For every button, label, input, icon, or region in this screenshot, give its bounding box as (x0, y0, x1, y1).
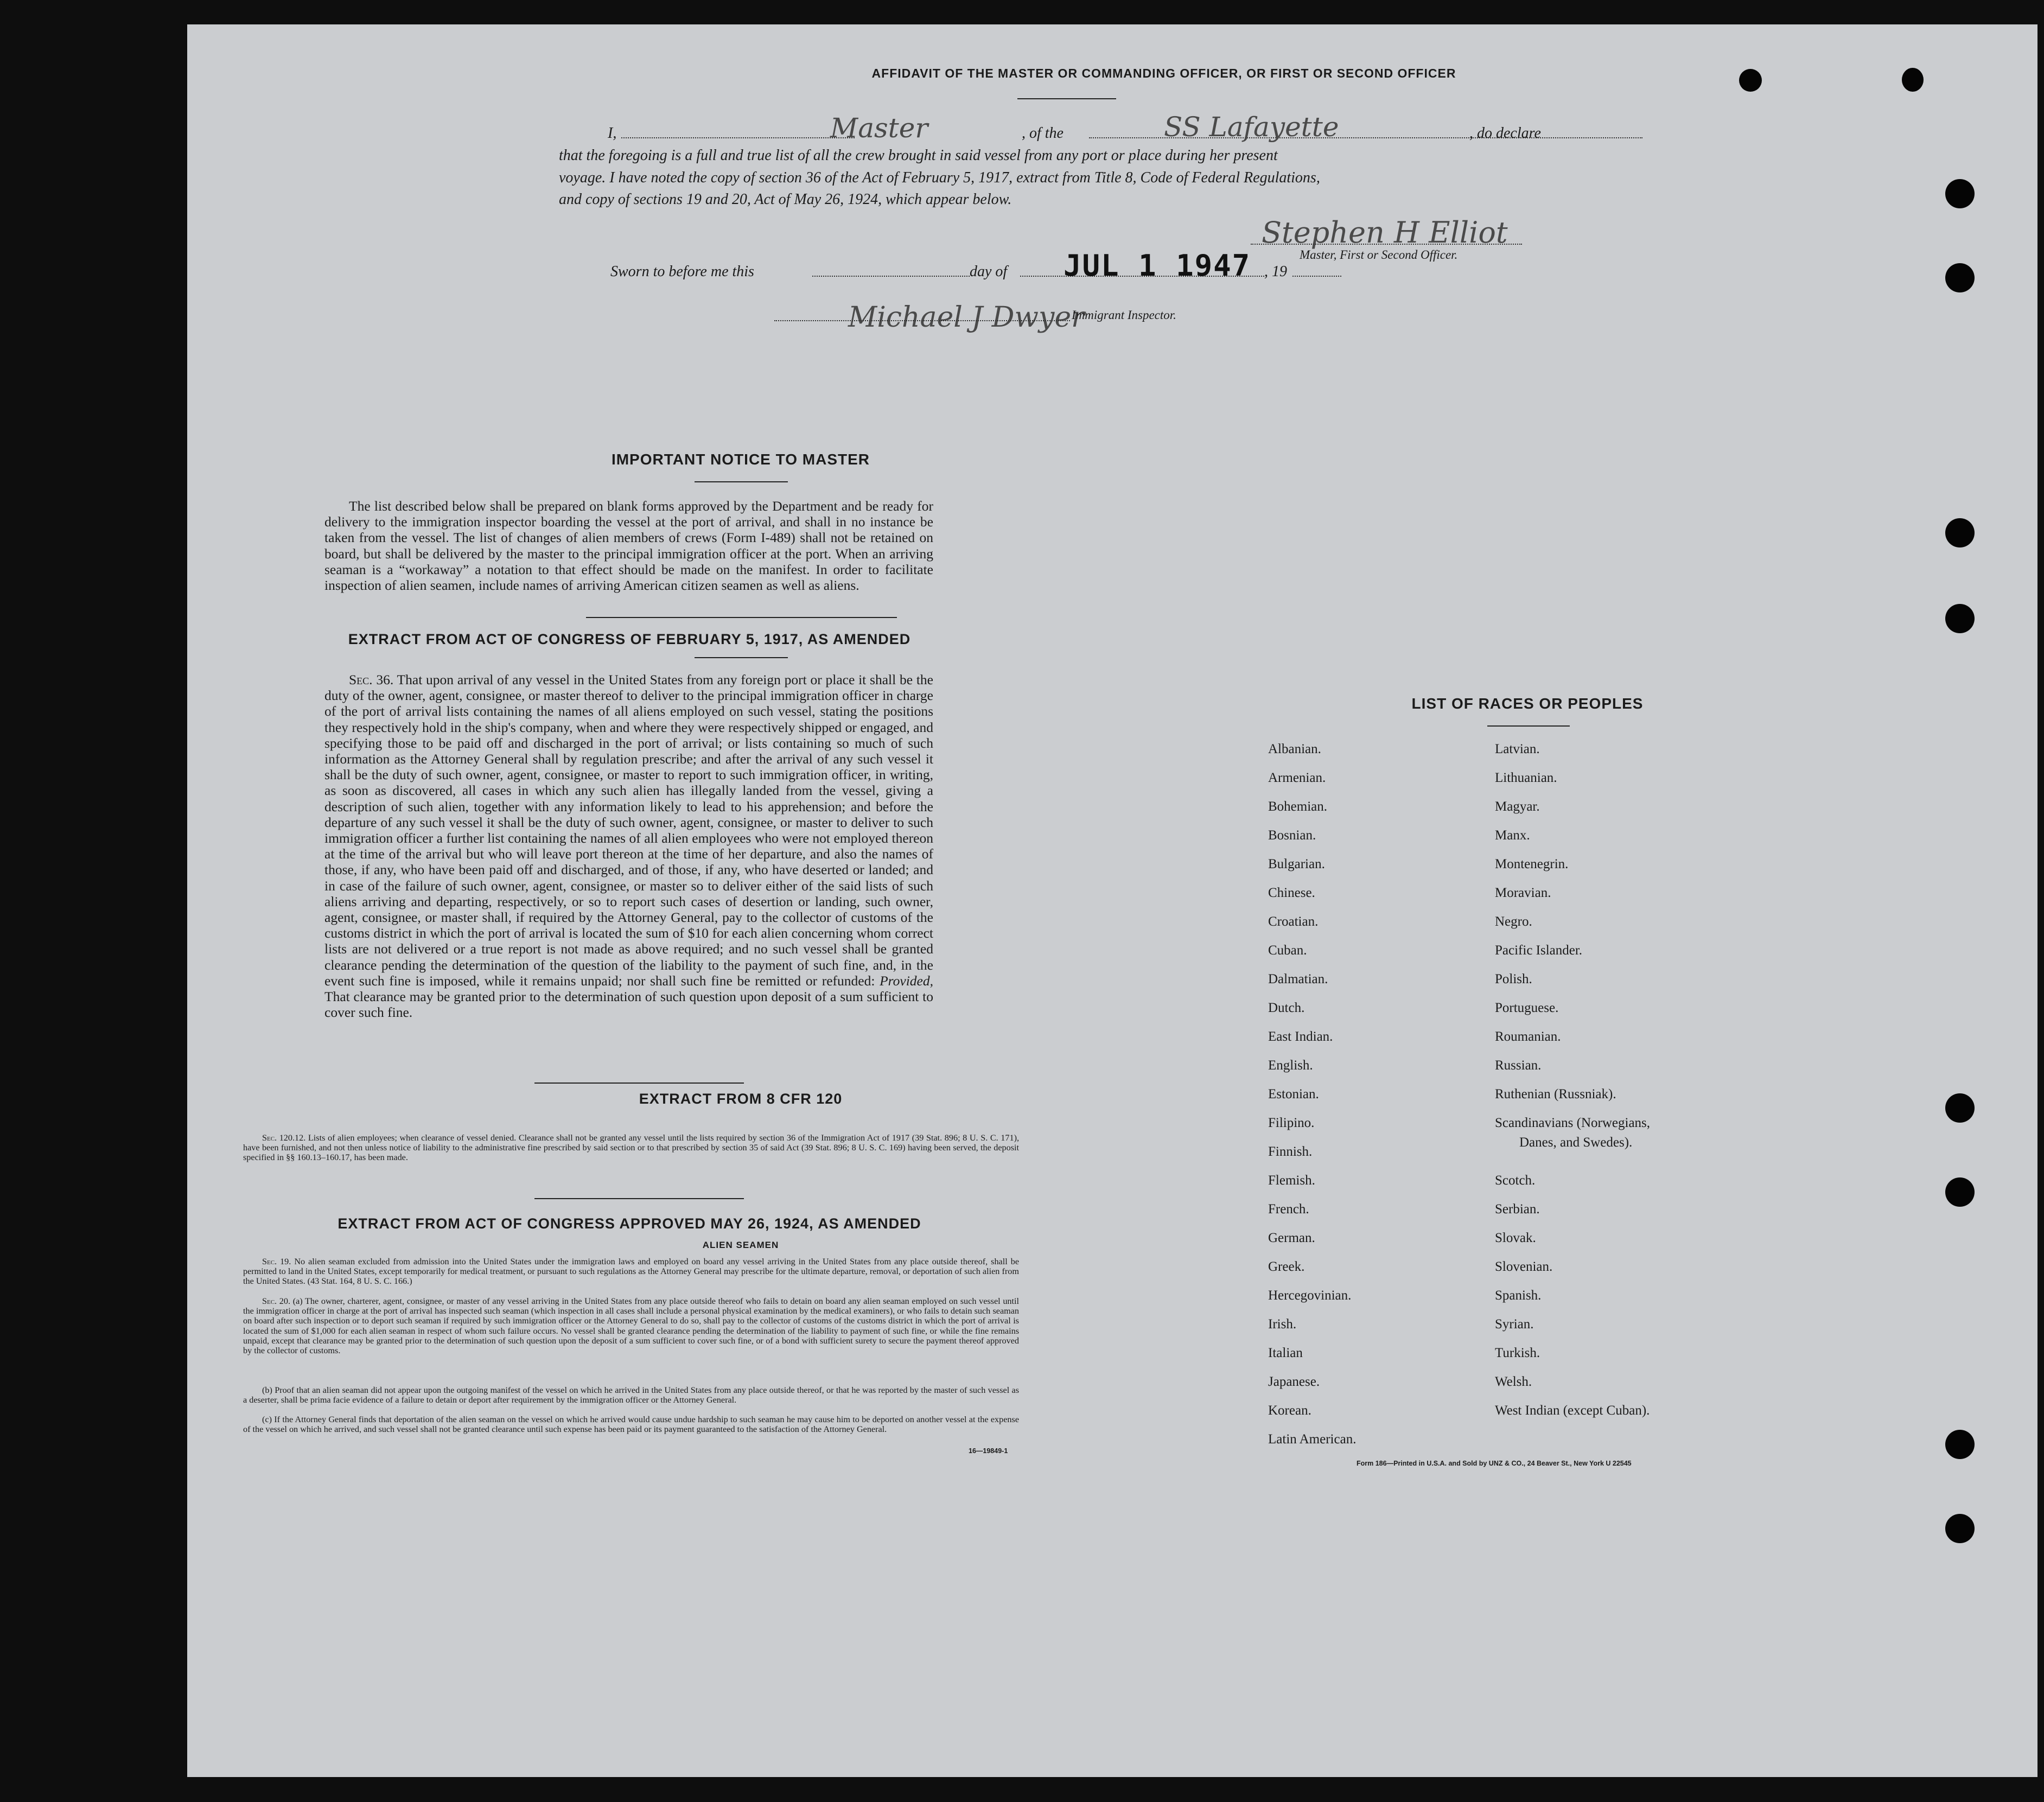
race-item: Bohemian. (1268, 799, 1328, 814)
form-code: 16—19849-1 (969, 1447, 1008, 1455)
race-item: Dalmatian. (1268, 972, 1328, 986)
affidavit-i-label: I, (608, 125, 617, 142)
binder-hole (1945, 518, 1975, 547)
binder-hole (1945, 1514, 1975, 1543)
cfr-title: EXTRACT FROM 8 CFR 120 (639, 1091, 843, 1107)
race-item: Scotch. (1495, 1173, 1536, 1188)
race-item: Bosnian. (1268, 828, 1316, 843)
extract-1924-title: EXTRACT FROM ACT OF CONGRESS APPROVED MAY 26, 1924, AS AMENDED (338, 1215, 921, 1232)
race-item: Polish. (1495, 972, 1532, 986)
date-stamp: JUL 1 1947 (1064, 249, 1251, 283)
title-rule (1017, 98, 1116, 99)
section-20b-text: (b) Proof that an alien seaman did not appear upon the outgoing manifest of the vessel on which he arrived in the United States from any place outside thereof, or that he was reported by the master of such vessel as a deserter, shall be prima facie evidence of a failure to detain or deport after requirement by the immigration officer or the Attorney General. (243, 1385, 1019, 1405)
race-item: Manx. (1495, 828, 1530, 843)
affidavit-line-4: and copy of sections 19 and 20, Act of May 26, 1924, which appear below. (559, 191, 1012, 208)
race-item: East Indian. (1268, 1029, 1333, 1044)
binder-hole (1945, 1093, 1975, 1123)
affidavit-line-3: voyage. I have noted the copy of section 36 of the Act of February 5, 1917, extract from Title 8, Code of Federal Regulations, (559, 169, 1320, 186)
race-item: Greek. (1268, 1259, 1305, 1274)
cfr-sec-label: Sec. 120.12. (262, 1133, 306, 1143)
race-item: Welsh. (1495, 1374, 1532, 1389)
section-20a-text (243, 1296, 1019, 1355)
form-footer: Form 186—Printed in U.S.A. and Sold by UNZ & CO., 24 Beaver St., New York U 22545 (1357, 1460, 1632, 1467)
race-item: Irish. (1268, 1317, 1297, 1332)
race-item: Bulgarian. (1268, 857, 1325, 871)
binder-hole (1902, 68, 1924, 92)
section-20c-text: (c) If the Attorney General finds that deportation of the alien seaman on the vessel on which he arrived would cause undue hardship to such seaman he may cause him to be deported on another vessel at the expense of the vessel on which he arrived, and such vessel shall not be granted clearance until such expense has been paid or its payment guaranteed to the satisfaction of the Attorney General. (243, 1415, 1019, 1435)
notice-rule (695, 481, 788, 482)
inspector-caption: Immigrant Inspector. (1072, 308, 1176, 322)
sworn-label: Sworn to before me this (610, 263, 754, 280)
race-item: Armenian. (1268, 771, 1326, 785)
race-item: Slovak. (1495, 1231, 1536, 1245)
year-prefix: , 19 (1264, 263, 1287, 280)
year-line (1292, 276, 1341, 277)
cfr-body: Lists of alien employees; when clearance of vessel denied. Clearance shall not be granted any vessel until the lists required by section 36 of the Immigration Act of 1917 (39 Stat. 896; 8 U. S. C. 171), have been furnished, and not then unless notice of liability to the administrative fine prescribed by said section or to that prescribed by section 35 of said Act (39 Stat. 896; 8 U. S. C. 169) having been served, the deposit specified in §§ 160.13–160.17, has been made. (243, 1133, 1020, 1163)
race-item: Estonian. (1268, 1087, 1319, 1101)
race-item: German. (1268, 1231, 1315, 1245)
notice-body: The list described below shall be prepared on blank forms approved by the Department and be ready for delivery to the immigration inspector boarding the vessel at the port of arrival, and shall in no instance be taken from the vessel. The list of changes of alien members of crews (Form I-489) shall not be retained on board, but shall be delivered by the master to the principal immigration officer at the port. When an arriving seaman is a “workaway” a notation to that effect should be made on the manifest. In order to facilitate inspection of alien seamen, include names of arriving American citizen seamen as well as aliens. (324, 498, 933, 594)
race-item: Negro. (1495, 914, 1532, 929)
race-item: Pacific Islander. (1495, 943, 1583, 958)
race-item: Filipino. (1268, 1116, 1315, 1130)
inspector-line (774, 320, 1070, 321)
extract-1917-title: EXTRACT FROM ACT OF CONGRESS OF FEBRUARY 5, 1917, AS AMENDED (348, 631, 911, 647)
race-item: West Indian (except Cuban). (1495, 1403, 1650, 1418)
race-item: Lithuanian. (1495, 771, 1557, 785)
race-item: Turkish. (1495, 1346, 1540, 1360)
document-page (187, 24, 2037, 1777)
section-19-label: Sec. 19. (262, 1257, 291, 1266)
races-title: LIST OF RACES OR PEOPLES (1411, 695, 1644, 712)
race-item: Finnish. (1268, 1144, 1313, 1159)
race-item: Korean. (1268, 1403, 1311, 1418)
day-line (812, 276, 970, 277)
race-item: Montenegrin. (1495, 857, 1569, 871)
master-name-handwritten: Master (830, 112, 928, 144)
race-item: Croatian. (1268, 914, 1319, 929)
race-item: Latvian. (1495, 742, 1540, 756)
race-item: Magyar. (1495, 799, 1540, 814)
section-20a-body: (a) The owner, charterer, agent, consignee, or master of any vessel arriving in the United States from any place outside thereof who fails to detain on board any alien seaman employed on such vessel until the immigration officer in charge at the port of arrival has inspected such seaman (which inspection in all cases shall include a personal physical examination by the medical examiners), or who fails to detain such seaman on board after such inspection or to deport such seaman if required by such immigration officer or the Attorney General to do so, shall pay to the collector of customs of the customs district in which the port of arrival is located the sum of $1,000 for each alien seaman in respect of whom such failure occurs. No vessel shall be granted clearance pending the determination of the liability to payment of such fine, or while the fine remains unpaid, except that clearance may be granted prior to the determination of such question upon the deposit of a sum sufficient to cover such fine, or of a bond with sufficient surety to secure the payment thereof approved by the collector of customs. (243, 1296, 1020, 1356)
race-item: Russian. (1495, 1058, 1542, 1073)
race-item: Scandinavians (Norwegians, (1495, 1116, 1651, 1130)
race-item: Dutch. (1268, 1001, 1305, 1015)
divider-1 (586, 617, 897, 618)
section-36-text (324, 672, 933, 1020)
divider-3 (534, 1198, 744, 1199)
race-item: Flemish. (1268, 1173, 1315, 1188)
race-item: Serbian. (1495, 1202, 1540, 1217)
race-item: Ruthenian (Russniak). (1495, 1087, 1616, 1101)
extract-1917-rule (695, 657, 788, 658)
race-item: Roumanian. (1495, 1029, 1561, 1044)
master-signature: Stephen H Elliot (1262, 215, 1508, 250)
notice-title: IMPORTANT NOTICE TO MASTER (611, 451, 870, 468)
section-36-body: That upon arrival of any vessel in the United States from any foreign port or place it shall be the duty of the owner, agent, consignee, or master thereof to deliver to the principal immigration officer in charge of the port of arrival lists containing the names of all aliens employed on such vessel, stating the positions they respectively hold in the ship's company, when and where they were respectively shipped or engaged, and specifying those to be paid off and discharged in the port of arrival; or lists containing so much of such information as the Attorney General shall by regulation prescribe; and after the arrival of any such vessel it shall be the duty of such owner, agent, consignee, or master to report to such immigration officer, in writing, as soon as discovered, all cases in which any such alien has illegally landed from the vessel, giving a description of such alien, together with any information likely to lead to his apprehension; and before the departure of any such vessel it shall be the duty of such owner, agent, consignee, or master to deliver to such immigration officer a further list containing the names of all alien employees who were not employed thereon at the time of the arrival but who will leave port thereon at the time of her departure, and also the names of those, if any, who have been paid off and discharged, and of those, if any, who have deserted or landed; and in case of the failure of such owner, agent, consignee, or master so to deliver either of the said lists of such aliens arriving and departing, respectively, or so to report such cases of desertion or landing, such owner, agent, consignee, or master shall, if required by the Attorney General, pay to the collector of customs of the customs district in which the port of arrival is located the sum of $10 for each alien concerning whom correct lists are not delivered or a true report is not made as above required; and no such vessel shall be granted clearance pending the determination of the question of the liability to the payment of such fine, and, in the event such fine is imposed, while it remains unpaid; nor shall such fine be remitted or refunded: (324, 672, 933, 989)
day-of-label: day of (970, 263, 1008, 280)
race-item: Spanish. (1495, 1288, 1542, 1303)
of-the-label: , of the (1022, 125, 1064, 142)
name-line (621, 137, 855, 138)
race-item: Moravian. (1495, 886, 1551, 900)
provided-word: Provided, (880, 972, 933, 989)
race-item: Slovenian. (1495, 1259, 1553, 1274)
race-item: Syrian. (1495, 1317, 1534, 1332)
section-36-label: Sec. 36. (349, 672, 394, 687)
inspector-signature: Michael J Dwyer (848, 301, 1085, 334)
section-19-body: No alien seaman excluded from admission into the United States under the immigration laws and employed on board any vessel arriving in the United States from any place outside thereof, shall be permitted to land in the United States, except temporarily for medical treatment, or pursuant to such regulations as the Attorney General may prescribe for the ultimate departure, removal, or deportation of such alien from the United States. (43 Stat. 164, 8 U. S. C. 166.) (243, 1257, 1019, 1287)
races-rule (1487, 725, 1570, 727)
divider-2 (534, 1083, 744, 1084)
alien-seamen-subtitle: ALIEN SEAMEN (702, 1240, 779, 1250)
binder-hole (1945, 263, 1975, 292)
section-36-proviso: That clearance may be granted prior to the determination of such question upon deposit of a sum sufficient to cover such fine. (324, 989, 933, 1021)
cfr-text (243, 1133, 1019, 1163)
master-caption: Master, First or Second Officer. (1300, 248, 1458, 262)
race-item: English. (1268, 1058, 1313, 1073)
race-item: Japanese. (1268, 1374, 1320, 1389)
binder-hole (1945, 1177, 1975, 1207)
race-item: Italian (1268, 1346, 1303, 1360)
section-20-label: Sec. 20. (262, 1296, 291, 1306)
race-item: Danes, and Swedes). (1519, 1135, 1633, 1150)
race-item: Hercegovinian. (1268, 1288, 1352, 1303)
binder-hole (1945, 604, 1975, 633)
affidavit-line-2: that the foregoing is a full and true list of all the crew brought in said vessel from any port or place during her present (559, 147, 1278, 164)
binder-hole (1945, 1430, 1975, 1459)
race-item: Portuguese. (1495, 1001, 1559, 1015)
race-item: Chinese. (1268, 886, 1315, 900)
affidavit-title: AFFIDAVIT OF THE MASTER OR COMMANDING OFFICER, OR FIRST OR SECOND OFFICER (871, 66, 1456, 80)
race-item: Albanian. (1268, 742, 1321, 756)
vessel-name-handwritten: SS Lafayette (1164, 111, 1339, 143)
section-19-text (243, 1257, 1019, 1287)
binder-hole (1739, 69, 1762, 92)
race-item: Latin American. (1268, 1432, 1357, 1447)
do-declare-label: , do declare (1469, 125, 1541, 142)
master-signature-line (1251, 244, 1522, 245)
race-item: Cuban. (1268, 943, 1307, 958)
binder-hole (1945, 179, 1975, 208)
race-item: French. (1268, 1202, 1309, 1217)
